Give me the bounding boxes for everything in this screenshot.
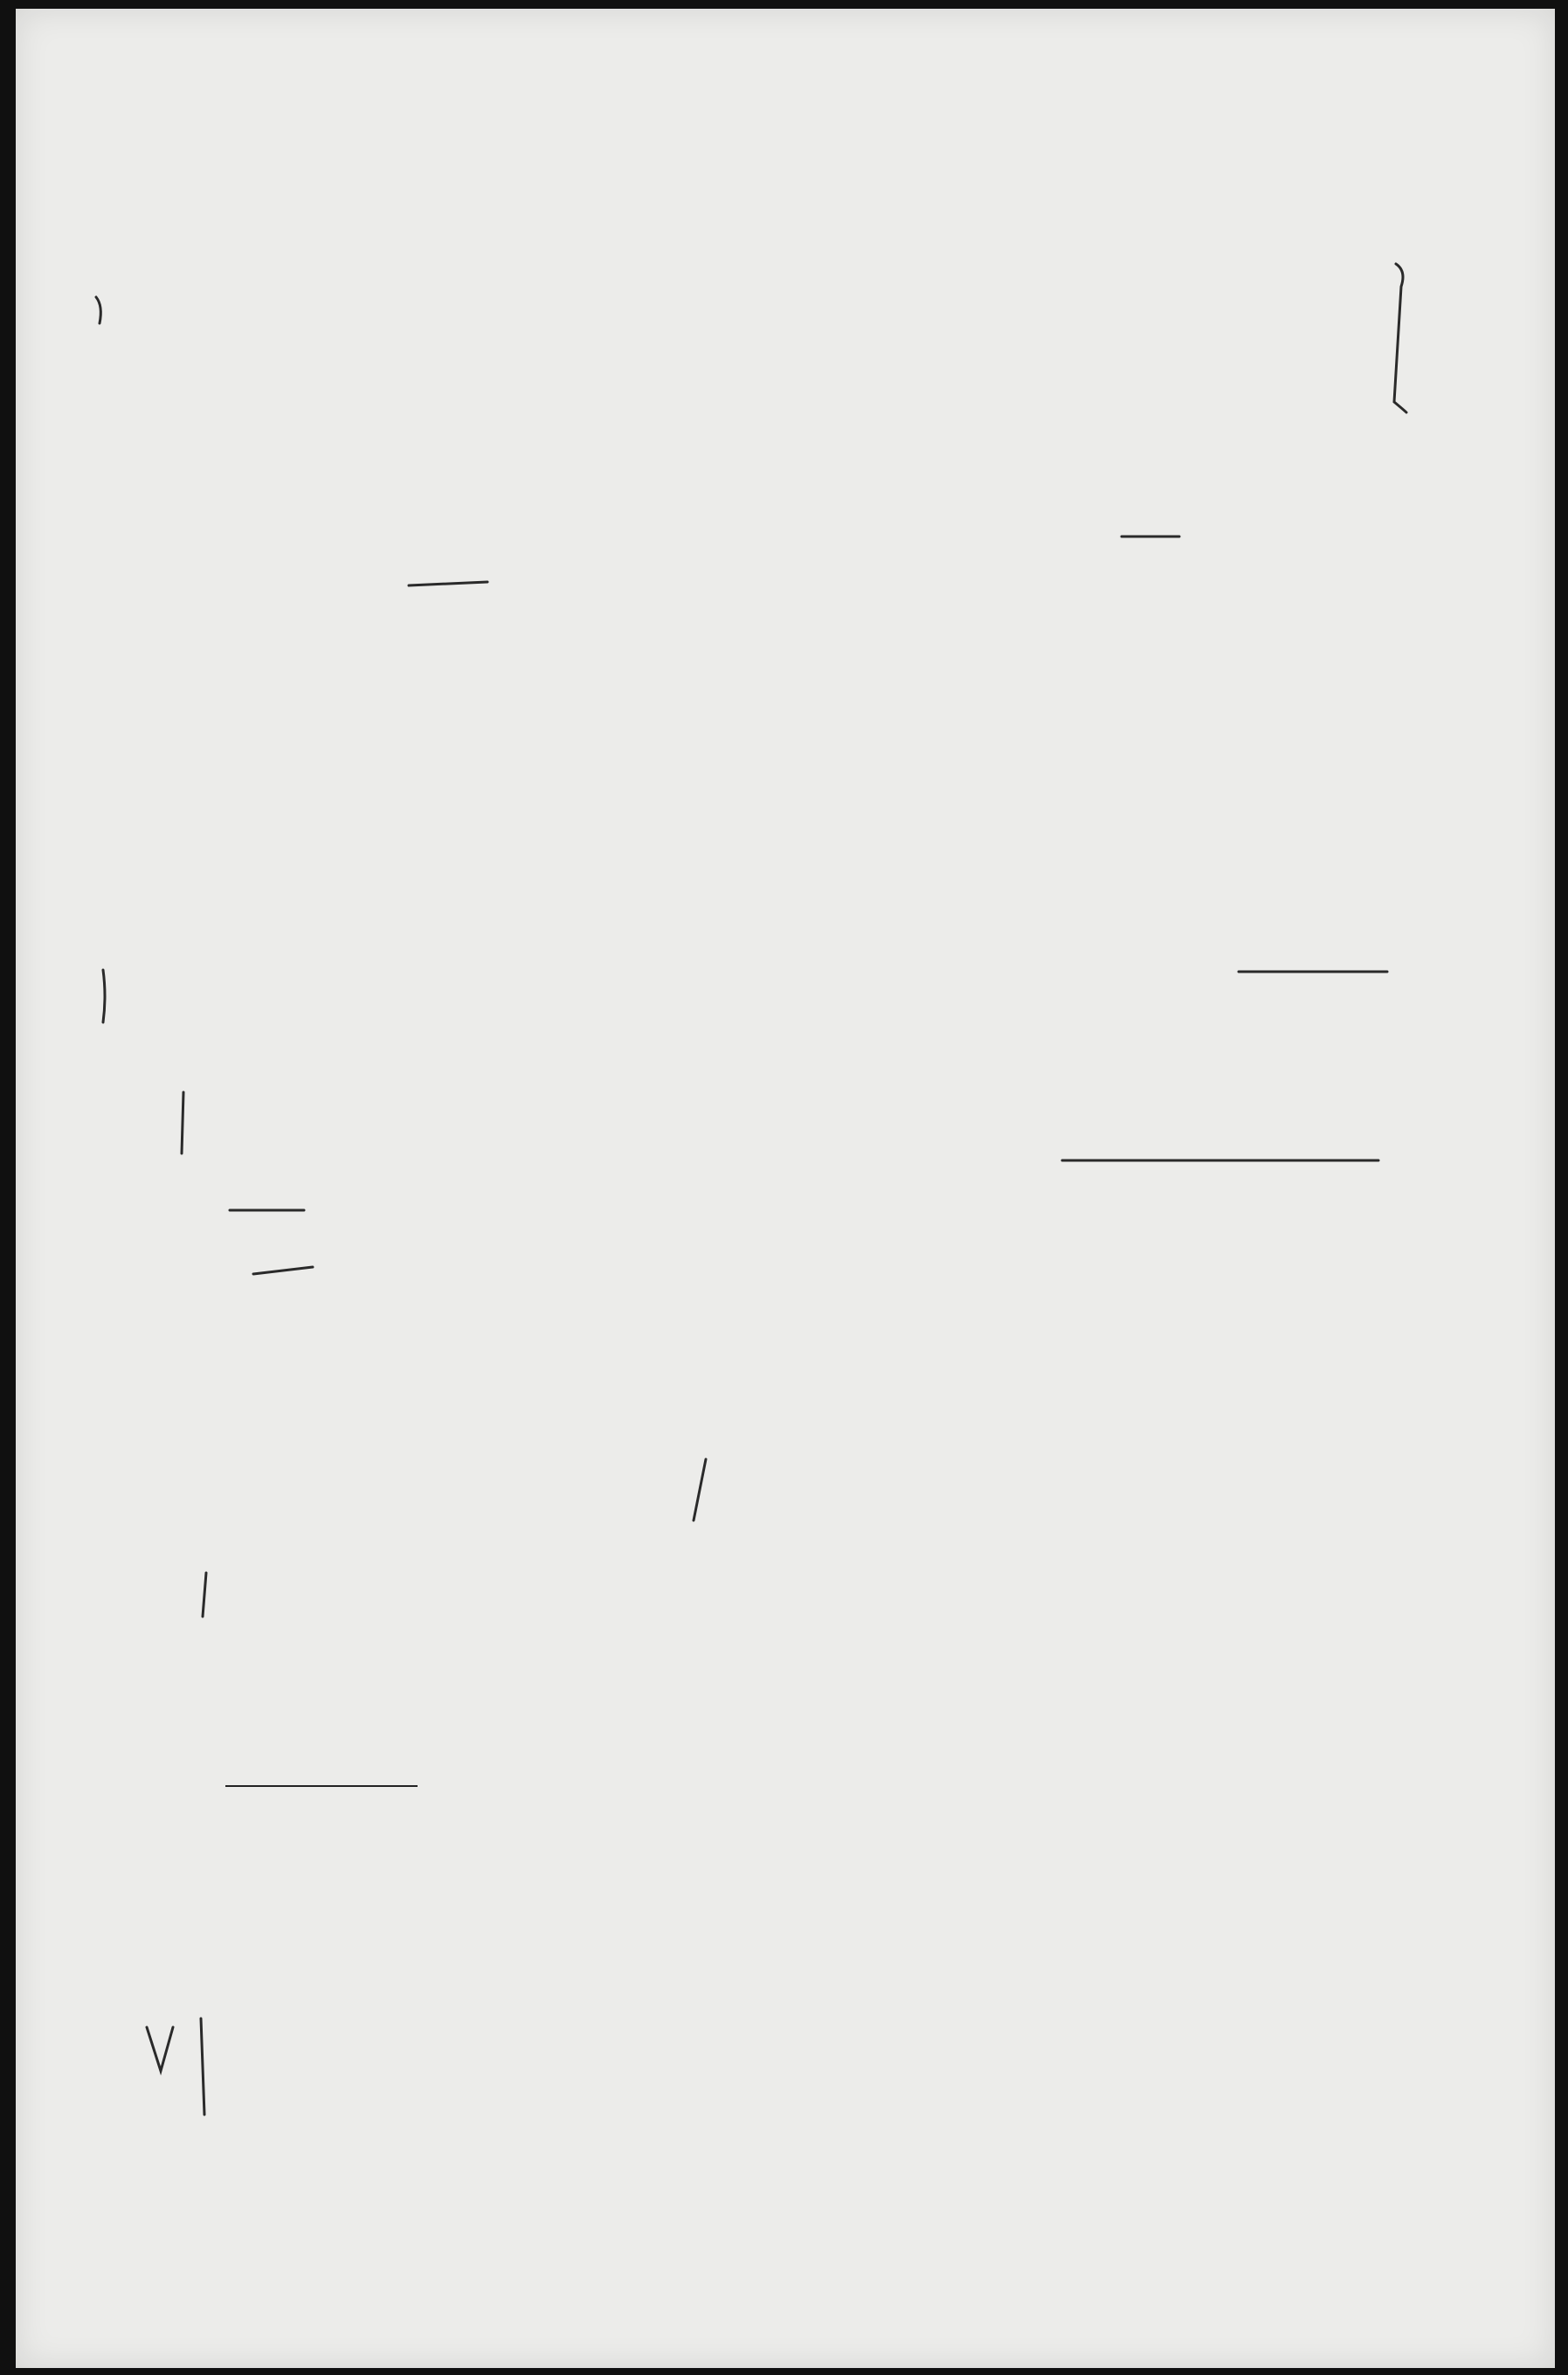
margin-vertical-mark <box>201 2018 204 2115</box>
page-shadow <box>16 9 1555 2368</box>
footnote-separator <box>225 1785 418 1787</box>
page-header <box>225 170 1405 205</box>
margin-bracket-mark <box>1394 264 1406 412</box>
underline-mark <box>253 1267 313 1274</box>
overline-mark <box>409 582 487 585</box>
margin-tick-mark <box>96 297 100 323</box>
margin-tick-mark <box>103 970 105 1022</box>
main-text <box>225 252 1406 271</box>
margin-vertical-mark <box>203 1573 206 1617</box>
insertion-slash-mark <box>694 1459 706 1520</box>
handwritten-annotations <box>16 9 1555 2368</box>
margin-v-mark <box>147 2027 173 2071</box>
scanned-page <box>16 9 1555 2368</box>
margin-vertical-mark <box>182 1092 183 1153</box>
